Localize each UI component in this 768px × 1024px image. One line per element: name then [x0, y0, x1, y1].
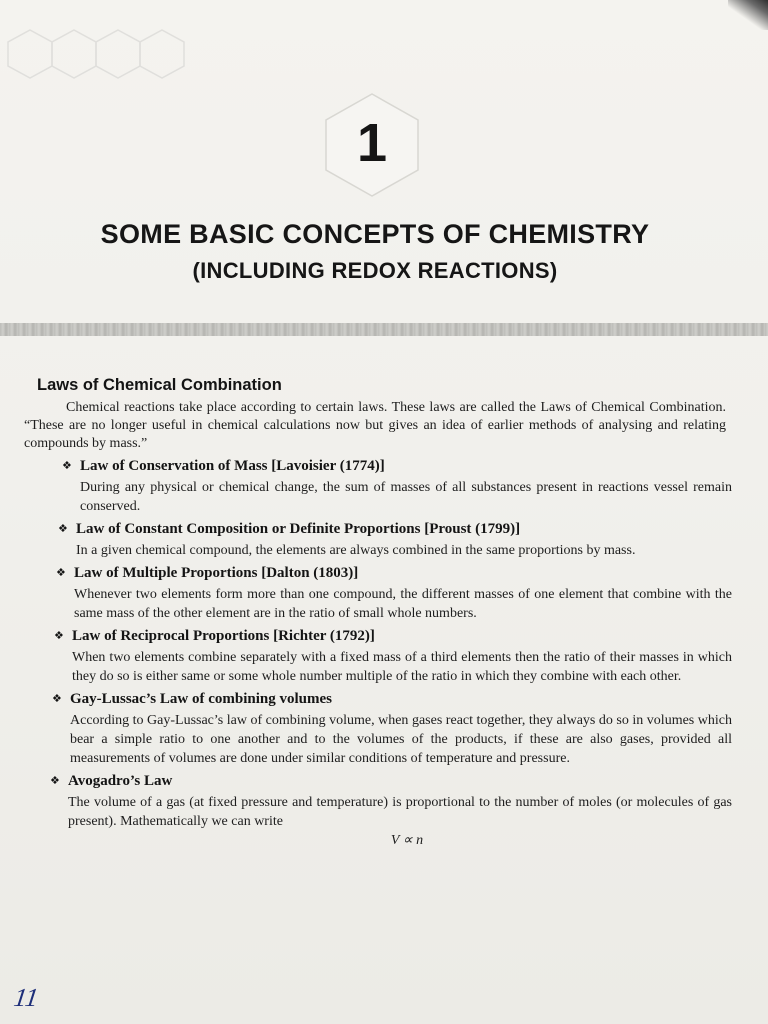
chapter-number: 1 — [356, 113, 388, 173]
law-item — [52, 688, 732, 768]
bullet-icon: ❖ — [50, 774, 60, 787]
law-item — [62, 455, 732, 516]
law-title — [50, 770, 732, 792]
law-title-text: Avogadro’s Law — [68, 773, 173, 789]
chapter-title: SOME BASIC CONCEPTS OF CHEMISTRY — [100, 219, 650, 249]
law-description: Whenever two elements form more than one compound, the different masses of one element that combine with the same mass of the other element are in the ratio of small whole numbers. — [74, 587, 732, 621]
law-title-text: Law of Conservation of Mass [Lavoisier (1774)] — [80, 458, 385, 474]
proportionality-formula: V ∝ n — [390, 833, 424, 848]
law-description: During any physical or chemical change, the sum of masses of all substances present in reactions vessel remain conserved. — [80, 480, 732, 514]
law-title-text: Law of Multiple Proportions [Dalton (1803)] — [74, 565, 359, 581]
bullet-icon: ❖ — [58, 522, 68, 535]
bullet-icon: ❖ — [56, 566, 66, 579]
law-title — [58, 518, 732, 540]
law-title — [56, 562, 732, 584]
law-title-text: Law of Reciprocal Proportions [Richter (1792)] — [72, 628, 375, 644]
hexagon-pattern-decoration — [0, 20, 200, 100]
law-description: When two elements combine separately with a fixed mass of a third elements then the ratio of their masses in which they do so is either same or some whole number multiple of the ratio in which they combine with each other. — [72, 650, 732, 684]
section-heading: Laws of Chemical Combination — [37, 376, 282, 394]
law-description: In a given chemical compound, the elements are always combined in the same proportions by mass. — [76, 543, 636, 558]
law-item — [54, 625, 732, 686]
law-description: According to Gay-Lussac’s law of combining volume, when gases react together, they always do so in volumes which bear a simple ratio to one another and to the volumes of the products, if these are also gases, provided all measurements of volumes are done under similar conditions of temperature and pressure. — [70, 713, 732, 766]
section-intro: Chemical reactions take place according to certain laws. These laws are called the Laws of Chemical Combination. “These are no longer useful in chemical calculations now but gives an idea of earlier methods of analysing and relating compounds by mass.” — [24, 400, 726, 451]
page-corner-shadow — [728, 0, 768, 30]
law-title — [54, 625, 732, 647]
law-title — [52, 688, 732, 710]
law-item — [50, 770, 732, 831]
law-title-text: Gay-Lussac’s Law of combining volumes — [70, 691, 332, 707]
bullet-icon: ❖ — [54, 629, 64, 642]
handwritten-page-mark: 11 — [12, 983, 41, 1012]
law-item — [58, 518, 732, 560]
law-title-text: Law of Constant Composition or Definite Proportions [Proust (1799)] — [76, 521, 521, 537]
bullet-icon: ❖ — [52, 692, 62, 705]
bullet-icon: ❖ — [62, 459, 72, 472]
chapter-subtitle: (INCLUDING REDOX REACTIONS) — [192, 258, 558, 283]
law-item — [56, 562, 732, 623]
section-divider — [0, 323, 768, 336]
law-description: The volume of a gas (at fixed pressure and temperature) is proportional to the number of moles (or molecules of gas present). Mathematically we can write — [68, 795, 732, 829]
law-title — [62, 455, 732, 477]
section-content — [22, 372, 732, 851]
